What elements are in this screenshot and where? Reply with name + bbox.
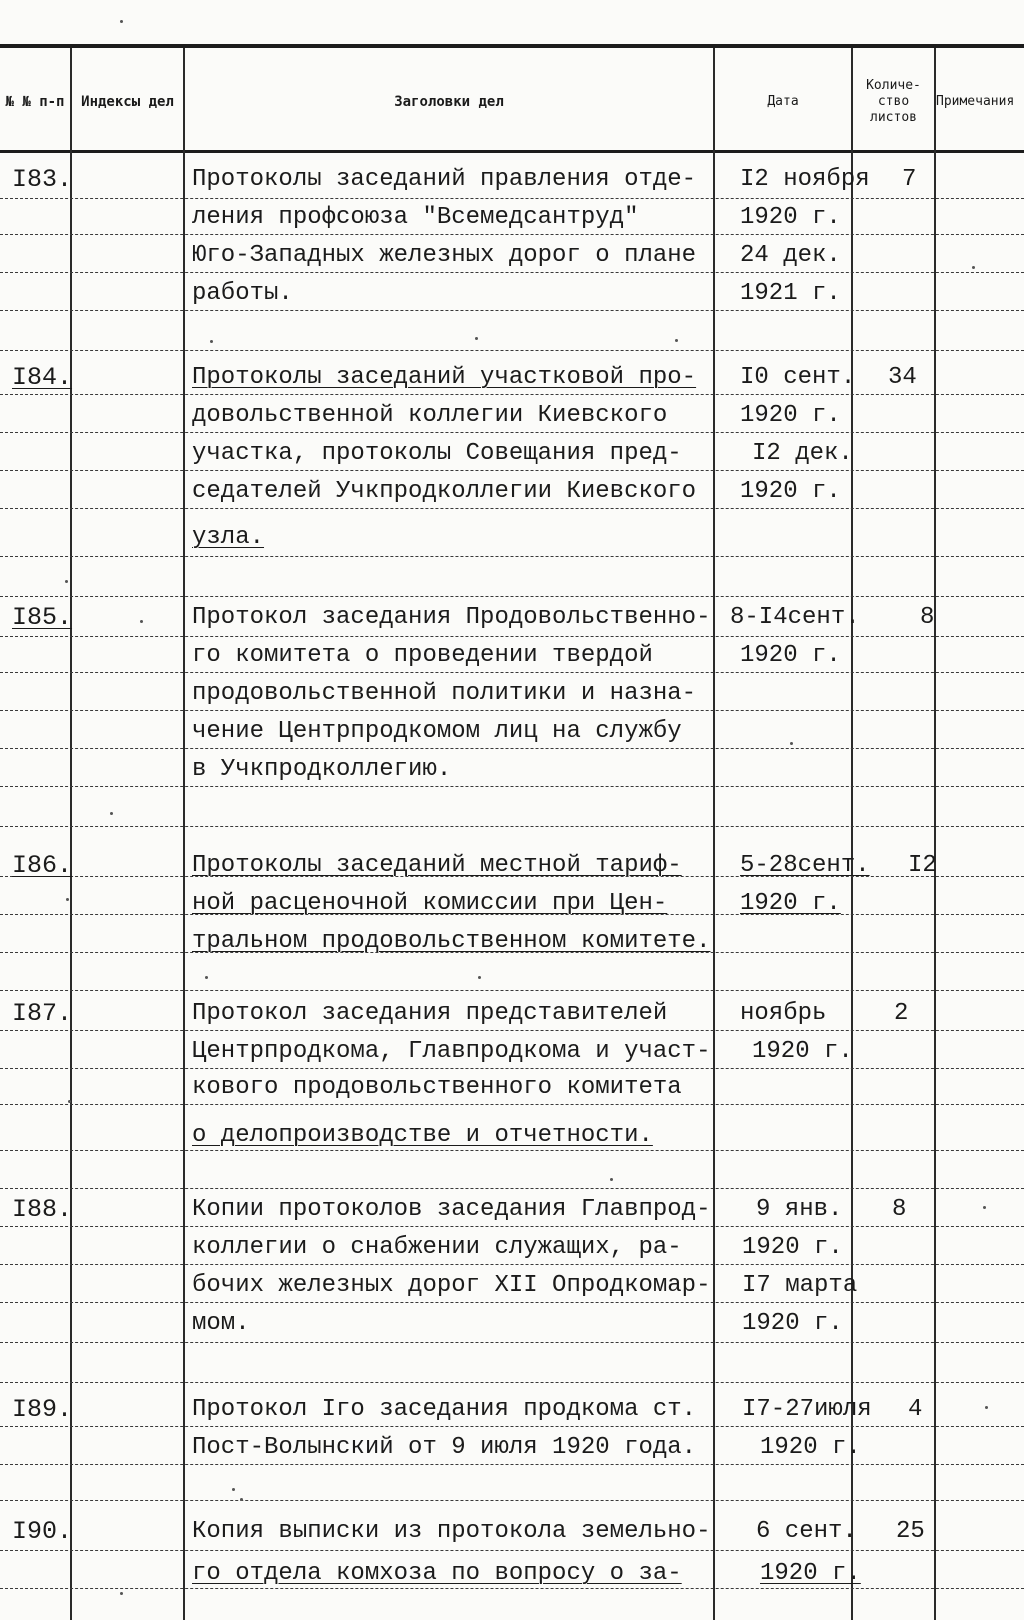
rule	[0, 432, 1024, 433]
record-title-line: коллегии о снабжении служащих, ра-	[192, 1234, 682, 1261]
record-date-line: 24 дек.	[740, 242, 841, 269]
speck	[475, 337, 478, 340]
rule	[0, 1464, 1024, 1465]
record-number: I88.	[12, 1195, 73, 1224]
rule	[0, 1426, 1024, 1427]
record-number: I90.	[12, 1517, 73, 1546]
column-divider-4	[851, 48, 853, 1620]
rule	[0, 1588, 1024, 1589]
header-sheets: Количе- ство листов	[866, 78, 921, 125]
record-number: I89.	[12, 1395, 73, 1424]
speck	[790, 742, 793, 745]
record-sheets: 34	[888, 364, 917, 391]
speck	[66, 898, 69, 901]
rule	[0, 1150, 1024, 1151]
record-date-line: 1920 г.	[760, 1560, 861, 1587]
record-date-line: I0 сент.	[740, 364, 856, 391]
record-date-line: 8-I4сент.	[730, 604, 860, 631]
column-divider-1	[70, 48, 72, 1620]
record-title-line: Копия выписки из протокола земельно-	[192, 1518, 711, 1545]
record-title-line: бочих железных дорог XII Опродкомар-	[192, 1272, 711, 1299]
record-date-line: I2 ноября	[740, 166, 870, 193]
record-title-line: Протоколы заседаний правления отде-	[192, 166, 697, 193]
record-date-line: ноябрь	[740, 1000, 827, 1027]
rule	[0, 1382, 1024, 1383]
column-divider-2	[183, 48, 185, 1620]
record-title-line: Юго-Западных железных дорог о плане	[192, 242, 697, 269]
rule	[0, 1104, 1024, 1105]
rule	[0, 1264, 1024, 1265]
rule	[0, 556, 1024, 557]
rule	[0, 198, 1024, 199]
header-notes: Примечания	[936, 94, 1015, 109]
speck	[110, 812, 113, 815]
rule	[0, 826, 1024, 827]
rule	[0, 990, 1024, 991]
record-title-line: ления профсоюза "Всемедсантруд"	[192, 204, 639, 231]
record-title-line: ной расценочной комиссии при Цен-	[192, 890, 668, 917]
rule	[0, 234, 1024, 235]
record-sheets: 8	[920, 604, 935, 631]
record-title-line: работы.	[192, 280, 293, 307]
record-title-line: довольственной коллегии Киевского	[192, 402, 668, 429]
record-date-line: 1920 г.	[742, 1234, 843, 1261]
record-date-line: I2 дек.	[752, 440, 853, 467]
record-number: I87.	[12, 999, 73, 1028]
record-title-line: мом.	[192, 1310, 250, 1337]
record-title-line: о делопроизводстве и отчетности.	[192, 1122, 653, 1149]
rule	[0, 470, 1024, 471]
column-divider-5	[934, 48, 936, 1620]
speck	[972, 266, 975, 269]
record-title-line: в Учкпродколлегию.	[192, 756, 452, 783]
record-date-line: 6 сент.	[756, 1518, 857, 1545]
record-title-line: Протокол заседания представителей	[192, 1000, 668, 1027]
record-title-line: го отдела комхоза по вопросу о за-	[192, 1560, 682, 1587]
record-sheets: 25	[896, 1518, 925, 1545]
rule	[0, 1342, 1024, 1343]
record-title-line: седателей Учкпродколлегии Киевского	[192, 478, 697, 505]
rule	[0, 350, 1024, 351]
record-date-line: 1920 г.	[752, 1038, 853, 1065]
header-index: Индексы дел	[81, 93, 174, 110]
rule	[0, 636, 1024, 637]
record-date-line: 1920 г.	[740, 890, 841, 917]
record-number: I85.	[12, 603, 73, 632]
record-sheets: 8	[892, 1196, 907, 1223]
record-title-line: узла.	[192, 524, 265, 551]
speck	[240, 1498, 243, 1501]
record-number: I83.	[12, 165, 73, 194]
record-title-line: Протокол заседания Продовольственно-	[192, 604, 711, 631]
record-number: I84.	[12, 363, 73, 392]
column-divider-3	[713, 48, 715, 1620]
rule	[0, 1226, 1024, 1227]
rule	[0, 1550, 1024, 1551]
speck	[985, 1406, 988, 1409]
rule	[0, 1030, 1024, 1031]
header-title: Заголовки дел	[394, 93, 504, 110]
record-title-line: Протоколы заседаний участковой про-	[192, 364, 697, 391]
record-title-line: Протокол Iго заседания продкома ст.	[192, 1396, 697, 1423]
record-title-line: Центрпродкома, Главпродкома и участ-	[192, 1038, 711, 1065]
record-title-line: участка, протоколы Совещания пред-	[192, 440, 682, 467]
record-number: I86.	[12, 851, 73, 880]
rule	[0, 786, 1024, 787]
record-date-line: 1920 г.	[740, 642, 841, 669]
speck	[232, 1488, 235, 1491]
record-date-line: 1920 г.	[740, 402, 841, 429]
record-sheets: I2	[908, 852, 937, 879]
record-sheets: 7	[902, 166, 917, 193]
rule	[0, 1302, 1024, 1303]
record-sheets: 4	[908, 1396, 923, 1423]
rule	[0, 1500, 1024, 1501]
record-title-line: Протоколы заседаний местной тариф-	[192, 852, 682, 879]
speck	[65, 580, 68, 583]
speck	[68, 1100, 71, 1103]
speck	[478, 976, 481, 979]
record-title-line: го комитета о проведении твердой	[192, 642, 653, 669]
record-title-line: Пост-Волынский от 9 июля 1920 года.	[192, 1434, 697, 1461]
record-title-line: чение Центрпродкомом лиц на службу	[192, 718, 682, 745]
record-date-line: 1920 г.	[740, 478, 841, 505]
record-date-line: 1920 г.	[740, 204, 841, 231]
record-date-line: 1920 г.	[760, 1434, 861, 1461]
rule	[0, 748, 1024, 749]
rule	[0, 272, 1024, 273]
rule	[0, 1188, 1024, 1189]
speck	[120, 1592, 123, 1595]
record-date-line: 1920 г.	[742, 1310, 843, 1337]
rule	[0, 672, 1024, 673]
speck	[140, 620, 143, 623]
rule	[0, 1068, 1024, 1069]
header-number: № № п-п	[5, 93, 65, 110]
speck	[205, 976, 208, 979]
record-sheets: 2	[894, 1000, 909, 1027]
speck	[210, 340, 213, 343]
top-rule	[0, 44, 1024, 48]
record-title-line: тральном продовольственном комитете.	[192, 928, 711, 955]
speck	[983, 1206, 986, 1209]
record-date-line: I7 марта	[742, 1272, 858, 1299]
record-title-line: Копии протоколов заседания Главпрод-	[192, 1196, 711, 1223]
speck	[120, 20, 123, 23]
record-title-line: продовольственной политики и назна-	[192, 680, 697, 707]
record-date-line: 1921 г.	[740, 280, 841, 307]
speck	[610, 1178, 613, 1181]
rule	[0, 508, 1024, 509]
rule	[0, 310, 1024, 311]
record-date-line: 5-28сент.	[740, 852, 870, 879]
record-date-line: 9 янв.	[756, 1196, 843, 1223]
record-date-line: I7-27июля	[742, 1396, 872, 1423]
header-date: Дата	[767, 94, 799, 109]
speck	[675, 339, 678, 342]
rule	[0, 394, 1024, 395]
rule	[0, 710, 1024, 711]
rule	[0, 596, 1024, 597]
record-title-line: кового продовольственного комитета	[192, 1074, 682, 1101]
